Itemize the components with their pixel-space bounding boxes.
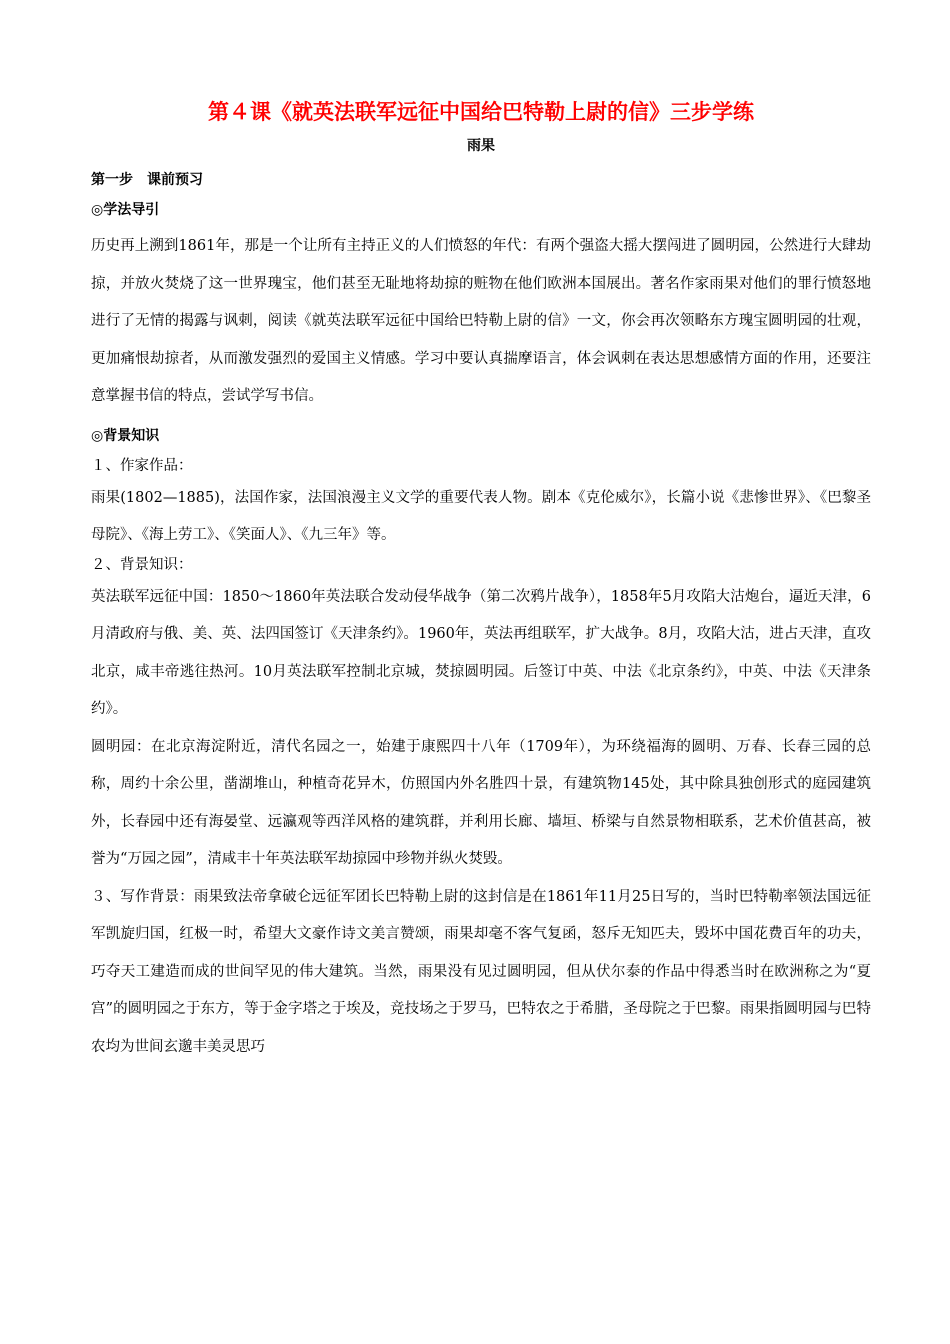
item1-paragraph: 雨果(1802—1885)，法国作家，法国浪漫主义文学的重要代表人物。剧本《克伦威尔》，长篇小说《悲惨世界》、《巴黎圣母院》、《海上劳工》、《笑面人》、《九三年》等。 (91, 489, 871, 543)
item2-label: ２、背景知识： (91, 556, 193, 573)
item3-paragraph: ３、写作背景：雨果致法帝拿破仑远征军团长巴特勒上尉的这封信是在1861年11月25日写的，当时巴特勒率领法国远征军凯旋归国，红极一时，希望大文豪作诗文美言赞颂，雨果却毫不客气复函，怒斥无知匹夫，毁坏中国花费百年的功夫，巧夺天工建造而成的世间罕见的伟大建筑。当然，雨果没有见过圆明园，但从伏尔泰的作品中得悉当时在欧洲称之为“夏宫”的圆明园之于东方，等于金字塔之于埃及，竞技场之于罗马，巴特农之于希腊，圣母院之于巴黎。雨果指圆明园与巴特农均为世间玄邈丰美灵思巧 (91, 888, 871, 1055)
document-page (91, 96, 871, 1066)
item2-paragraph-war: 英法联军远征中国：1850～1860年英法联合发动侵华战争（第二次鸦片战争），1858年5月攻陷大沽炮台，逼近天津，6月清政府与俄、美、英、法四国签订《天津条约》。1960年，英法再组联军，扩大战争。8月，攻陷大沽，进占天津，直攻北京，咸丰帝逃往热河。10月英法联军控制北京城，焚掠圆明园。后签订中英、中法《北京条约》，中英、中法《天津条约》。 (91, 588, 871, 717)
item2-paragraph-yuanmingyuan: 圆明园：在北京海淀附近，清代名园之一，始建于康熙四十八年（1709年），为环绕福海的圆明、万春、长春三园的总称，周约十余公里，凿湖堆山，种植奇花异木，仿照国内外名胜四十景，有建筑物145处，其中除具独创形式的庭园建筑外，长春园中还有海晏堂、远瀛观等西洋风格的建筑群，并利用长廊、墙垣、桥梁与自然景物相联系，艺术价值甚高，被誉为“万园之园”，清咸丰十年英法联军劫掠园中珍物并纵火焚毁。 (91, 738, 871, 867)
document-title: 第４课《就英法联军远征中国给巴特勒上尉的信》三步学练 (208, 100, 754, 124)
background-heading: ◎背景知识 (91, 427, 160, 444)
study-guide-paragraph: 历史再上溯到1861年，那是一个让所有主持正义的人们愤怒的年代：有两个强盗大摇大摆闯进了圆明园，公然进行大肆劫掠，并放火焚烧了这一世界瑰宝，他们甚至无耻地将劫掠的赃物在他们欧洲本国展出。著名作家雨果对他们的罪行愤怒地进行了无情的揭露与讽刺，阅读《就英法联军远征中国给巴特勒上尉的信》一文，你会再次领略东方瑰宝圆明园的壮观，更加痛恨劫掠者，从而激发强烈的爱国主义情感。学习中要认真揣摩语言，体会讽刺在表达思想感情方面的作用，还要注意掌握书信的特点，尝试学写书信。 (91, 238, 871, 404)
study-guide-heading: ◎学法导引 (91, 202, 160, 218)
step1-heading: 第一步 课前预习 (91, 172, 203, 188)
author-name: 雨果 (467, 138, 495, 154)
item1-label: １、作家作品： (91, 457, 193, 474)
